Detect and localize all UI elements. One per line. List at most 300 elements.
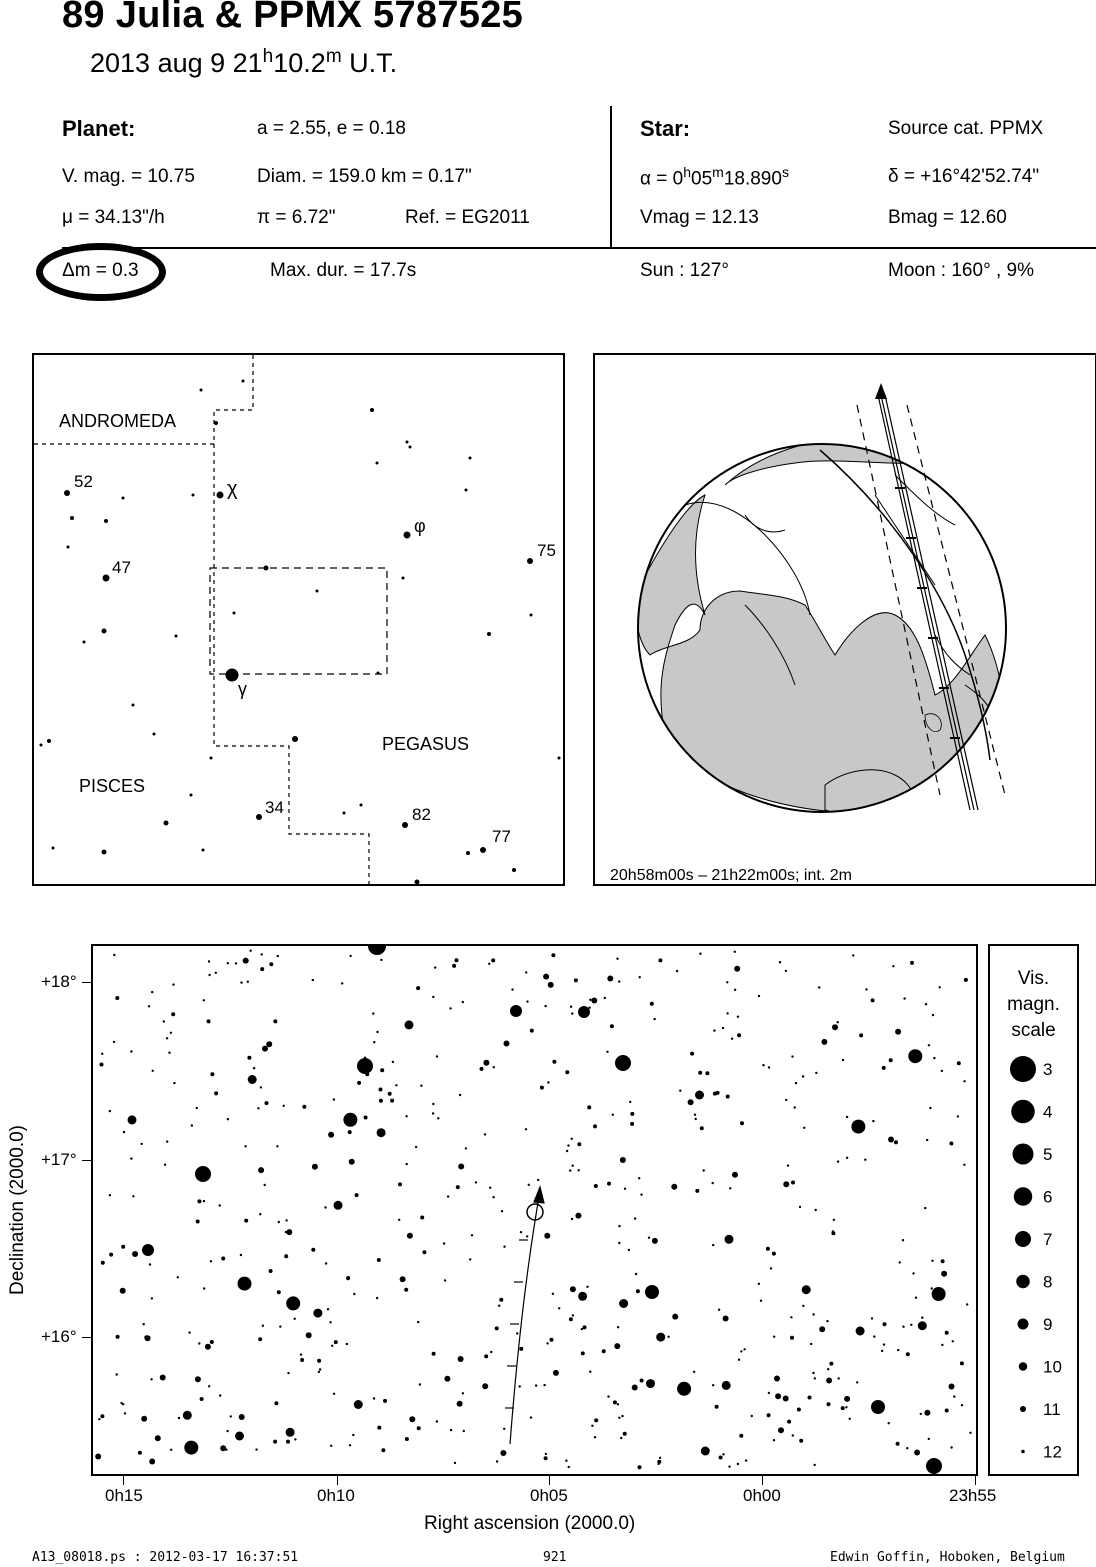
field-star xyxy=(587,1105,591,1109)
field-rectangle xyxy=(210,568,387,674)
field-star xyxy=(852,954,854,956)
field-star xyxy=(924,1207,926,1209)
field-star xyxy=(227,962,229,964)
field-star xyxy=(952,1340,954,1342)
field-star xyxy=(240,1254,242,1256)
field-star xyxy=(895,1029,901,1035)
field-star xyxy=(348,1130,352,1134)
field-star xyxy=(737,1016,739,1018)
field-star xyxy=(719,1456,723,1460)
field-star xyxy=(703,1169,705,1171)
field-star xyxy=(912,1272,914,1274)
legend-label-mag-10: 10 xyxy=(1043,1357,1062,1377)
field-star xyxy=(499,1298,503,1302)
field-star xyxy=(380,959,382,961)
field-star xyxy=(380,1068,384,1072)
field-star xyxy=(328,1132,334,1138)
field-star xyxy=(465,1147,467,1149)
field-star xyxy=(132,1251,138,1257)
legend-label-mag-9: 9 xyxy=(1043,1315,1053,1334)
field-star xyxy=(797,1408,801,1412)
field-star xyxy=(511,988,513,990)
field-star xyxy=(617,1326,619,1328)
star-bmag: Bmag = 12.60 xyxy=(888,207,1007,228)
shadow-direction-arrow xyxy=(875,383,887,399)
field-star xyxy=(469,1258,471,1260)
field-star xyxy=(450,1429,452,1431)
field-star xyxy=(390,1099,394,1103)
field-star xyxy=(849,1418,851,1420)
field-star xyxy=(897,1349,899,1351)
field-star xyxy=(437,1117,439,1119)
field-star xyxy=(346,1343,348,1345)
field-star xyxy=(100,1414,104,1418)
max-duration: Max. dur. = 17.7s xyxy=(270,260,417,281)
field-star xyxy=(398,1219,400,1221)
field-star xyxy=(152,1070,154,1072)
field-star xyxy=(656,1333,665,1342)
field-star xyxy=(177,1276,179,1278)
field-star xyxy=(610,1024,614,1028)
field-star xyxy=(454,1462,456,1464)
field-star xyxy=(173,1082,175,1084)
field-star xyxy=(277,1290,281,1294)
field-star xyxy=(829,1362,833,1366)
field-star xyxy=(100,1063,104,1067)
field-star xyxy=(145,1335,151,1341)
legend-label-mag-7: 7 xyxy=(1043,1230,1053,1249)
field-star xyxy=(925,1003,927,1005)
field-star xyxy=(547,1081,549,1083)
field-star xyxy=(713,1029,715,1031)
legend-dot-mag-7 xyxy=(1015,1231,1031,1247)
field-star xyxy=(355,1193,359,1197)
legend-label-mag-11: 11 xyxy=(1043,1400,1061,1419)
event-datetime: 2013 aug 9 21$^h$10.2$^m$ U.T. xyxy=(90,46,398,78)
moon-elongation: Moon : 160° , 9% xyxy=(888,260,1034,281)
legend-svg xyxy=(990,946,1077,1474)
field-star xyxy=(203,1287,205,1289)
field-star xyxy=(628,1249,630,1251)
field-star xyxy=(623,1432,627,1436)
star-label-chi: χ xyxy=(227,478,238,500)
field-star xyxy=(859,1033,863,1037)
field-star xyxy=(966,1303,968,1305)
star-label-34: 34 xyxy=(265,798,284,817)
field-star xyxy=(906,1447,908,1449)
field-star xyxy=(882,1066,886,1070)
field-star xyxy=(286,1428,295,1437)
field-star xyxy=(543,1384,545,1386)
field-star xyxy=(910,961,914,965)
planet-reference: Ref. = EG2011 xyxy=(405,207,530,228)
field-star xyxy=(405,1020,414,1029)
ra-tick-mark-4 xyxy=(762,1476,763,1485)
field-star xyxy=(373,1397,375,1399)
field-star xyxy=(695,1189,699,1193)
field-star xyxy=(318,1371,320,1373)
field-star xyxy=(354,1400,363,1409)
field-star xyxy=(915,1297,917,1299)
field-star xyxy=(357,1081,361,1085)
dec-tick-17: +17° xyxy=(41,1150,77,1169)
field-star xyxy=(349,1444,351,1446)
field-star xyxy=(734,966,740,972)
field-star xyxy=(343,1113,357,1127)
field-star xyxy=(151,991,153,993)
field-star xyxy=(420,1216,424,1220)
field-star xyxy=(503,1246,505,1248)
field-star xyxy=(594,1184,598,1188)
field-star xyxy=(273,1019,277,1023)
field-star xyxy=(544,1005,546,1007)
legend-dot-mag-10 xyxy=(1019,1362,1028,1371)
field-star xyxy=(819,1326,825,1332)
field-star xyxy=(500,1450,506,1456)
field-star xyxy=(311,1248,315,1252)
field-star xyxy=(701,1447,710,1456)
field-star xyxy=(931,1260,933,1262)
field-star xyxy=(525,1128,527,1130)
field-star xyxy=(795,1082,797,1084)
field-star xyxy=(444,1376,450,1382)
legend-dot-mag-9 xyxy=(1018,1319,1029,1330)
field-star xyxy=(566,1150,568,1152)
field-star xyxy=(492,1196,494,1198)
field-star xyxy=(552,1293,554,1295)
field-star xyxy=(677,1382,691,1396)
info-divider-vertical xyxy=(610,106,612,248)
field-star xyxy=(889,1058,893,1062)
ra-tick-mark-2 xyxy=(337,1476,338,1485)
field-star xyxy=(699,953,701,955)
field-star xyxy=(941,1344,943,1346)
field-star xyxy=(833,1219,835,1221)
field-star xyxy=(196,1107,198,1109)
field-star xyxy=(95,1454,101,1460)
field-star xyxy=(826,1378,832,1384)
field-star xyxy=(818,986,820,988)
field-star xyxy=(845,1406,847,1408)
field-star xyxy=(214,1091,218,1095)
ra-axis-label: Right ascension (2000.0) xyxy=(424,1513,636,1534)
field-star xyxy=(941,1271,947,1277)
field-star xyxy=(802,1075,804,1077)
field-star xyxy=(200,1397,204,1401)
field-star xyxy=(827,1402,831,1406)
field-star xyxy=(581,1351,585,1355)
ra-tick-0h15: 0h15 xyxy=(105,1486,143,1505)
field-star xyxy=(577,1142,581,1146)
legend-dot-mag-8 xyxy=(1016,1275,1030,1289)
star-heading: Star: xyxy=(640,116,691,141)
field-star xyxy=(734,951,736,953)
field-star xyxy=(415,1146,417,1148)
field-star xyxy=(432,1112,434,1114)
field-star xyxy=(846,1116,848,1118)
field-star xyxy=(705,1071,709,1075)
field-star xyxy=(844,1396,850,1402)
field-star xyxy=(519,1385,521,1387)
field-star xyxy=(894,1140,898,1144)
field-star xyxy=(525,971,527,973)
field-star xyxy=(941,1259,945,1263)
field-star xyxy=(963,1164,965,1166)
field-star xyxy=(794,1106,796,1108)
field-star xyxy=(892,965,894,967)
field-star xyxy=(205,1344,211,1350)
field-star xyxy=(484,1133,486,1135)
field-star xyxy=(931,1287,933,1289)
field-star xyxy=(630,1122,634,1126)
field-star xyxy=(149,1263,151,1265)
field-star xyxy=(208,974,210,976)
field-star xyxy=(949,1142,953,1146)
field-star xyxy=(658,958,662,962)
field-star xyxy=(235,1432,244,1441)
field-star xyxy=(888,1137,894,1143)
star-label-77: 77 xyxy=(492,827,511,846)
field-star xyxy=(203,1200,205,1202)
field-star xyxy=(640,1193,642,1195)
field-star xyxy=(783,1181,789,1187)
field-star xyxy=(528,1184,530,1186)
field-star xyxy=(871,1317,873,1319)
field-star xyxy=(617,1403,619,1405)
field-star xyxy=(462,1392,464,1394)
field-star xyxy=(123,1131,125,1133)
field-star xyxy=(419,1383,421,1385)
field-star xyxy=(766,1247,770,1251)
field-star xyxy=(120,1288,126,1294)
field-star xyxy=(591,998,597,1004)
field-star xyxy=(259,1213,261,1215)
field-star xyxy=(210,1340,214,1344)
field-star xyxy=(808,1396,812,1400)
field-star xyxy=(432,1103,434,1105)
field-star xyxy=(638,1177,640,1179)
field-star xyxy=(963,1080,965,1082)
field-star xyxy=(116,1335,120,1339)
field-star xyxy=(141,1143,143,1145)
field-star xyxy=(113,954,115,956)
field-star xyxy=(778,1427,784,1433)
field-star xyxy=(226,1430,228,1432)
field-star xyxy=(148,1005,150,1007)
field-star xyxy=(758,1283,760,1285)
field-star xyxy=(799,1206,801,1208)
field-star xyxy=(607,1182,611,1186)
field-star xyxy=(726,1012,728,1014)
field-star xyxy=(629,1101,631,1103)
field-star xyxy=(475,1181,477,1183)
field-star xyxy=(406,1163,408,1165)
field-star xyxy=(109,1110,111,1112)
field-star xyxy=(604,997,606,999)
field-star xyxy=(543,974,549,980)
bright-star xyxy=(645,1285,659,1299)
field-star xyxy=(546,1342,548,1344)
field-star xyxy=(262,1325,264,1327)
field-star xyxy=(589,999,591,1001)
field-star xyxy=(856,1327,865,1336)
field-star xyxy=(490,1351,492,1353)
field-star xyxy=(571,1138,573,1140)
field-star xyxy=(526,1235,528,1237)
field-star xyxy=(618,980,620,982)
field-star xyxy=(581,1328,583,1330)
field-star xyxy=(294,1438,296,1440)
field-star xyxy=(530,1416,532,1418)
field-star xyxy=(902,1326,904,1328)
field-star xyxy=(164,1164,166,1166)
field-star xyxy=(583,1325,587,1329)
field-star xyxy=(567,1144,569,1146)
star-label-phi: φ xyxy=(414,516,426,536)
field-star xyxy=(244,1219,248,1223)
field-star xyxy=(926,1139,928,1141)
field-star xyxy=(449,1007,451,1009)
dec-tick-mark-16 xyxy=(82,1337,91,1338)
field-star xyxy=(300,1353,302,1355)
field-star xyxy=(734,989,736,991)
field-star xyxy=(526,1000,528,1002)
field-star xyxy=(407,1233,413,1239)
field-star xyxy=(221,1257,225,1261)
field-star xyxy=(319,1368,321,1370)
field-star xyxy=(652,1238,658,1244)
field-star xyxy=(247,981,249,983)
star-vmag: Vmag = 12.13 xyxy=(640,207,759,228)
field-star xyxy=(812,1372,814,1374)
field-star xyxy=(837,1021,839,1023)
field-star xyxy=(722,1027,724,1029)
field-star xyxy=(872,1120,874,1122)
field-star xyxy=(115,996,119,1000)
field-star xyxy=(516,1332,518,1334)
field-star xyxy=(570,1286,576,1292)
field-star xyxy=(607,1395,609,1397)
field-star xyxy=(906,1352,910,1356)
field-star xyxy=(570,1006,572,1008)
field-star xyxy=(842,1059,844,1061)
field-star xyxy=(488,963,490,965)
field-star xyxy=(713,1092,717,1096)
field-star xyxy=(262,1046,268,1052)
field-star xyxy=(832,1024,838,1030)
field-star xyxy=(286,1296,300,1310)
field-star xyxy=(258,1167,264,1173)
field-star xyxy=(856,1381,858,1383)
field-star xyxy=(121,1245,125,1249)
field-star xyxy=(329,1321,331,1323)
field-star xyxy=(551,953,555,957)
field-star xyxy=(417,1426,421,1430)
field-star xyxy=(586,1286,588,1288)
field-star xyxy=(239,1414,245,1420)
dec-tick-16: +16° xyxy=(41,1327,77,1346)
field-star xyxy=(334,1340,338,1344)
field-star xyxy=(740,1350,742,1352)
field-star xyxy=(565,1460,567,1462)
footer-page: 921 xyxy=(543,1550,567,1565)
field-star xyxy=(783,1396,789,1402)
field-star xyxy=(183,1411,192,1420)
field-star xyxy=(331,1345,333,1347)
field-star xyxy=(300,1358,304,1362)
field-star xyxy=(519,1347,523,1351)
field-star xyxy=(324,1206,326,1208)
field-star xyxy=(619,1299,628,1308)
field-star xyxy=(751,1415,753,1417)
planet-heading: Planet: xyxy=(62,116,136,141)
field-star xyxy=(253,1067,255,1069)
field-star xyxy=(376,1297,378,1299)
field-star xyxy=(932,1287,946,1301)
field-star xyxy=(810,1343,812,1345)
ra-tick-0h10: 0h10 xyxy=(317,1486,355,1505)
field-star xyxy=(896,1442,900,1446)
field-star xyxy=(928,1438,930,1440)
field-star xyxy=(790,1316,792,1318)
field-star xyxy=(700,1126,704,1130)
field-star xyxy=(462,1001,464,1003)
field-star xyxy=(695,1091,704,1100)
field-star xyxy=(552,1060,556,1064)
field-star xyxy=(712,1244,714,1246)
field-star xyxy=(381,1448,385,1452)
ra-tick-0h05: 0h05 xyxy=(530,1486,568,1505)
field-star xyxy=(957,1061,961,1065)
field-star xyxy=(635,1273,637,1275)
field-star xyxy=(458,1356,464,1362)
field-star xyxy=(286,1440,290,1444)
field-star xyxy=(908,1049,922,1063)
field-star xyxy=(614,1343,620,1349)
field-star xyxy=(837,1160,839,1162)
field-star xyxy=(269,962,273,966)
field-star xyxy=(535,1384,537,1386)
field-star xyxy=(773,1439,775,1441)
field-star xyxy=(594,1418,598,1422)
field-star xyxy=(969,1432,971,1434)
field-star xyxy=(484,1354,488,1358)
star-source: Source cat. PPMX xyxy=(888,118,1044,139)
field-star xyxy=(101,1261,105,1265)
field-star xyxy=(444,1279,446,1281)
field-star xyxy=(772,1252,776,1256)
field-star xyxy=(98,1418,100,1420)
field-star xyxy=(404,1288,408,1292)
field-star xyxy=(197,1199,201,1203)
field-star xyxy=(957,1115,959,1117)
field-star xyxy=(864,1159,866,1161)
field-star xyxy=(141,1416,147,1422)
field-star xyxy=(124,1412,126,1414)
field-star xyxy=(208,1385,210,1387)
field-star xyxy=(151,1297,153,1299)
field-star xyxy=(841,1406,845,1410)
planet-diameter: Diam. = 159.0 km = 0.17" xyxy=(257,166,472,187)
field-star xyxy=(373,1041,375,1043)
star-label-47: 47 xyxy=(112,558,131,577)
field-star xyxy=(738,1359,740,1361)
field-star xyxy=(447,1195,449,1197)
field-star xyxy=(170,1032,172,1034)
field-star xyxy=(650,1002,654,1006)
field-star xyxy=(352,1434,354,1436)
field-star xyxy=(255,1448,257,1450)
